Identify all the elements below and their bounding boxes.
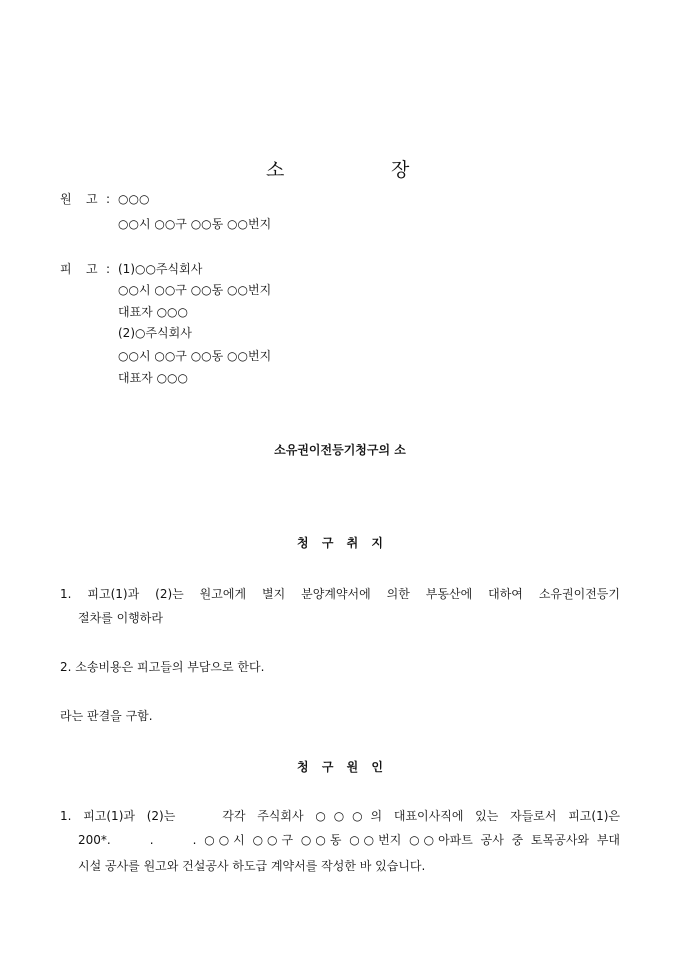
defendant-line: ○○시 ○○구 ○○동 ○○번지 — [118, 349, 272, 363]
plaintiff-name: ○○○ — [118, 192, 150, 206]
defendant-line: (2)○주식회사 — [118, 326, 192, 340]
plaintiff-colon: : — [106, 192, 111, 206]
claim-purpose-item1-line1: 1. 피고(1)과 (2)는 원고에게 별지 분양계약서에 의한 부동산에 대하여 소유권이전등기 — [60, 587, 620, 601]
defendant-label-first: 피 — [60, 262, 72, 276]
claim-purpose-item2: 2. 소송비용은 피고들의 부담으로 한다. — [60, 660, 265, 674]
defendant-line: 대표자 ○○○ — [118, 305, 189, 319]
defendant-colon: : — [106, 262, 111, 276]
defendant-line: (1)○○주식회사 — [118, 262, 203, 276]
plaintiff-label-second: 고 — [86, 192, 98, 206]
plaintiff-address: ○○시 ○○구 ○○동 ○○번지 — [118, 217, 272, 231]
claim-cause-item1-line2: 200*. . . ○○시 ○○구 ○○동 ○○번지 ○○아파트 공사 중 토목공사와 부대 — [78, 833, 620, 847]
claim-cause-heading: 청 구 원 인 — [297, 760, 383, 774]
defendant-label-second: 고 — [86, 262, 98, 276]
claim-cause-item1-line3: 시설 공사를 원고와 건설공사 하도급 계약서를 작성한 바 있습니다. — [78, 859, 426, 873]
plaintiff-label-first: 원 — [60, 192, 72, 206]
title-right-char: 장 — [391, 159, 410, 181]
defendant-line: ○○시 ○○구 ○○동 ○○번지 — [118, 283, 272, 297]
title-left-char: 소 — [266, 159, 285, 181]
claim-cause-item1-line1: 1. 피고(1)과 (2)는 각각 주식회사 ○○○의 대표이사직에 있는 자들로서 피고(1)은 — [60, 809, 620, 823]
claim-purpose-item1-line2: 절차를 이행하라 — [78, 611, 163, 625]
claim-purpose-heading: 청 구 취 지 — [297, 536, 383, 550]
case-title: 소유권이전등기청구의 소 — [274, 443, 406, 457]
claim-purpose-closing: 라는 판결을 구함. — [60, 709, 153, 723]
defendant-line: 대표자 ○○○ — [118, 371, 189, 385]
